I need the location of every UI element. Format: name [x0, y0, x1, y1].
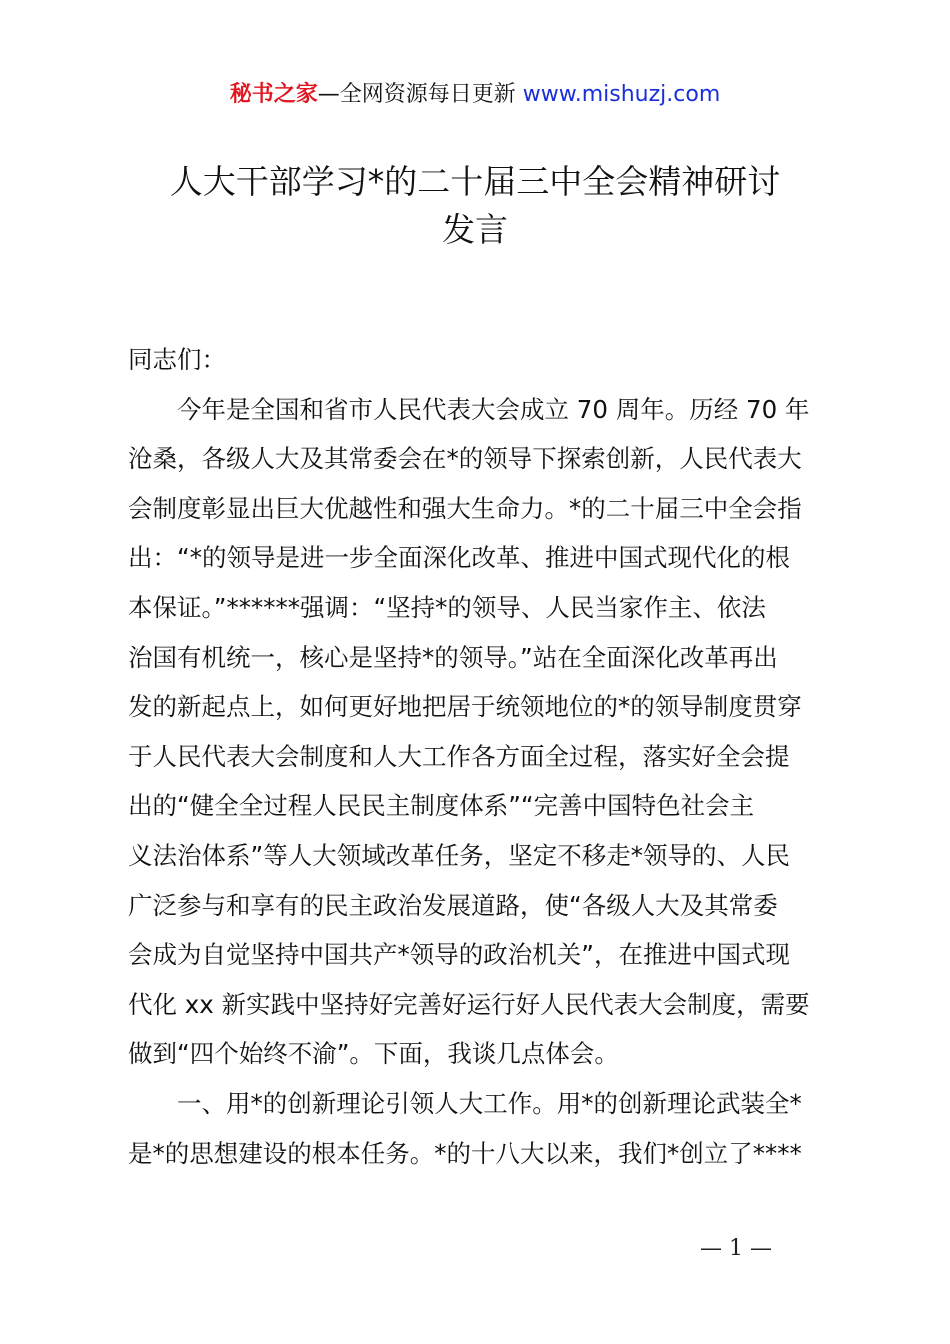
paragraph-line: 今年是全国和省市人民代表大会成立 70 周年。历经 70 年 — [177, 394, 810, 424]
banner-brand: 秘书之家 — [229, 82, 318, 107]
paragraph-line: 发的新起点上，如何更好地把居于统领地位的*的领导制度贯穿 — [128, 692, 802, 722]
document-body — [128, 335, 840, 1178]
banner-url-link[interactable]: www.mishuzj.com — [522, 82, 721, 107]
paragraph-line: 本保证。”******强调：“坚持*的领导、人民当家作主、依法 — [128, 592, 766, 622]
paragraph-2 — [128, 1079, 840, 1178]
paragraph-line: 代化 xx 新实践中坚持好完善好运行好人民代表大会制度，需要 — [128, 989, 810, 1019]
paragraph-line: 义法治体系”等人大领域改革任务，坚定不移走*领导的、人民 — [128, 840, 790, 870]
salutation: 同志们： — [128, 345, 226, 374]
paragraph-line: 于人民代表大会制度和人大工作各方面全过程，落实好全会提 — [128, 741, 790, 771]
paragraph-line: 广泛参与和享有的民主政治发展道路，使“各级人大及其常委 — [128, 890, 778, 920]
banner-tagline: —全网资源每日更新 — [317, 82, 523, 107]
paragraph-line: 治国有机统一，核心是坚持*的领导。”站在全面深化改革再出 — [128, 642, 778, 672]
paragraph-line: 会制度彰显出巨大优越性和强大生命力。*的二十届三中全会指 — [128, 493, 802, 523]
page-number: — 1 — — [700, 1236, 772, 1261]
paragraph-line: 做到“四个始终不渝”。下面，我谈几点体会。 — [128, 1039, 619, 1069]
paragraph-line: 出的“健全全过程人民民主制度体系”“完善中国特色社会主 — [128, 791, 755, 821]
paragraph-line: 一、用*的创新理论引领人大工作。用*的创新理论武装全* — [177, 1088, 802, 1118]
title-line: 发言 — [442, 210, 508, 249]
paragraph-line: 会成为自觉坚持中国共产*领导的政治机关”，在推进中国式现 — [128, 940, 790, 970]
document-title — [100, 158, 850, 254]
paragraph-1 — [128, 385, 840, 1079]
paragraph-line: 沧桑，各级人大及其常委会在*的领导下探索创新，人民代表大 — [128, 444, 802, 474]
paragraph-line: 是*的思想建设的根本任务。*的十八大以来，我们*创立了**** — [128, 1138, 802, 1168]
paragraph-line: 出：“*的领导是进一步全面深化改革、推进中国式现代化的根 — [128, 543, 790, 573]
site-banner — [0, 80, 950, 110]
title-line: 人大干部学习*的二十届三中全会精神研讨 — [169, 162, 781, 201]
